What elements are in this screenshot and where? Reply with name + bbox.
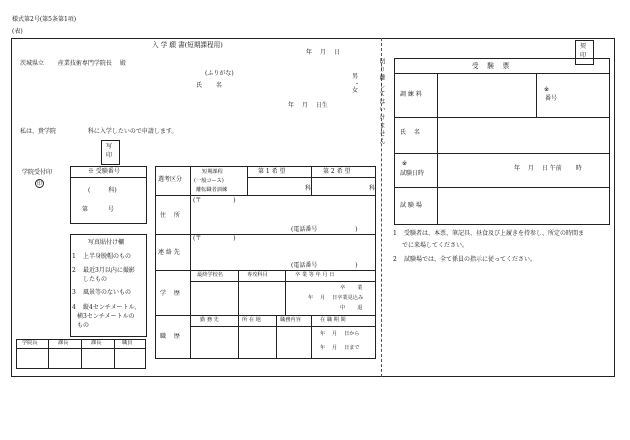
applicant-name-label: 氏 名 [196,82,222,89]
work-label: 職 歴 [160,333,180,340]
work-col-duties: 職務内容 [280,317,301,323]
address-label: 住 所 [160,212,180,219]
edu-status-withdrawn: 中 退 [340,305,363,311]
note-1-cont: でに来場してください。 [402,242,469,249]
application-request: 私は、貴学院 科に入学したいので申請します。 [20,128,178,135]
application-title: 入 学 願 書(短期課程用) [152,41,223,49]
exam-course: ( 科) [88,187,117,194]
ticket-date-label: 試験日時 [400,170,425,177]
gender-dot: ・ [354,81,361,88]
ticket-place-label: 試 験 場 [400,202,422,209]
reception-seal-icon: 印 [36,181,42,187]
photo-rule-1: 上半身脱帽のもの [83,253,132,260]
choice-2-label: 第 2 希 望 [323,168,351,175]
exam-number-value: 第 号 [82,206,114,213]
application-form-page: 様式第2号(第5条第1項) (表) 切り離してはいけません 入 学 願 書(短期課程用) 年 月 日 茨城県立 産業技術専門学院長 殿 (ふりがな) 氏 名 男 ・ 女 年 月 日生 私は、貴学院 科に入学したいので申請します。 写 印 学院受付印 印 ※ 受験番号 ( 科) 第 号 写真貼付け欄 1 上半身脱帽のもの 2 最近3月以内に撮影 したもの 3 風景等のないもの 4 縦4センチメートル、 横3センチメートルの もの 学院長 課長 課長 職員 選考区分 短期課程 (一般コース) 離転職者訓練 第 1 希 望 第 2 希 望 科 科 住 所 (〒 ) (電話番号 ) 連 絡 先 (〒 ) (電話番号 ) 学 歴 最終学校名 専攻科目 卒 業 等 年 月 日 卒 業 年 月 日卒業見込み 中 退 職 歴 勤 務 先 所 在 地 職務内容 在 職 期 間 年 月 日から 年 月 日まで 契 印 受 験 票 調 練 料 ※ 番号 氏 名 ※ 試験日時 年 月 日 午前 時 試 験 場 1 受験者は、本票、筆記具、昼食及び上履きを持参し、所定の時間ま でに来場してください。 2 試験場では、全て係員の指示に従ってください。 [0,0,630,440]
contact-label: 連 絡 先 [158,249,180,256]
contact-postal: (〒 ) [193,235,236,242]
education-label: 学 歴 [160,290,180,297]
form-number: 様式第2号(第5条第1項) [12,16,77,23]
ticket-seal-char-2: 印 [580,52,587,59]
work-col-employer: 勤 務 先 [200,317,219,323]
course-general: (一般コース) [194,178,224,184]
category-label: 選考区分 [158,176,183,183]
edu-status-expected: 年 月 日卒業見込み [308,295,364,301]
address-phone: (電話番号 ) [291,226,358,233]
photo-rule-2: 最近3月以内に撮影 [83,267,135,274]
photo-rule-3: 風景等のないもの [83,289,132,296]
edu-col-school: 最終学校名 [197,272,223,278]
furigana-label: (ふりがな) [205,70,234,77]
choice-1-ka: 科 [305,185,312,192]
ticket-seal-char-1: 契 [580,43,587,50]
note-2: 試験場では、全て係員の指示に従ってください。 [404,256,537,263]
gender-female: 女 [352,87,359,94]
photo-rule-4: 縦4センチメートル、 [83,304,141,311]
form-side: (表) [12,28,23,35]
reception-seal-label: 学院受付印 [22,169,53,176]
work-col-location: 所 在 地 [242,317,261,323]
ticket-number-label: 番号 [545,95,558,102]
edu-col-date: 卒 業 等 年 月 日 [295,272,335,278]
exam-number-label: ※ 受験番号 [88,168,120,175]
choice-2-ka: 科 [369,185,376,192]
addressee: 茨城県立 産業技術専門学院長 殿 [20,60,126,67]
address-postal: (〒 ) [193,197,236,204]
staff-col-clerk: 職員 [122,340,133,346]
staff-col-chief1: 課長 [58,340,69,346]
photo-title: 写真貼付け欄 [88,239,125,246]
photo-seal-char-1: 写 [106,143,113,150]
birth-date: 年 月 日生 [288,102,328,109]
course-type: 短期課程 [202,169,223,175]
ticket-name-label: 氏 名 [400,129,420,136]
staff-col-chief2: 課長 [91,340,102,346]
edu-status-graduated: 卒 業 [340,285,363,291]
photo-seal-char-2: 印 [106,152,113,159]
work-col-period: 在 職 期 間 [320,317,346,323]
ticket-date-mark: ※ [402,160,408,167]
contact-phone: (電話番号 ) [291,262,358,269]
edu-col-major: 専攻科目 [247,272,268,278]
application-date: 年 月 日 [306,49,340,56]
choice-1-label: 第 1 希 望 [258,168,286,175]
cut-line-text: 切り離してはいけません [378,58,385,146]
exam-ticket [394,58,610,225]
course-reemploy: 離転職者訓練 [196,187,228,193]
ticket-title: 受 験 票 [472,62,510,70]
ticket-fee-label: 調 練 料 [400,91,422,98]
work-to: 年 月 日まで [320,345,360,351]
work-from: 年 月 日から [320,331,360,337]
gender-male: 男 [352,73,359,80]
ticket-number-mark: ※ [544,86,550,93]
staff-col-principal: 学院長 [22,340,38,346]
ticket-date-value: 年 月 日 午前 時 [514,165,582,172]
note-1: 受験者は、本票、筆記具、昼食及び上履きを持参し、所定の時間ま [404,230,585,237]
